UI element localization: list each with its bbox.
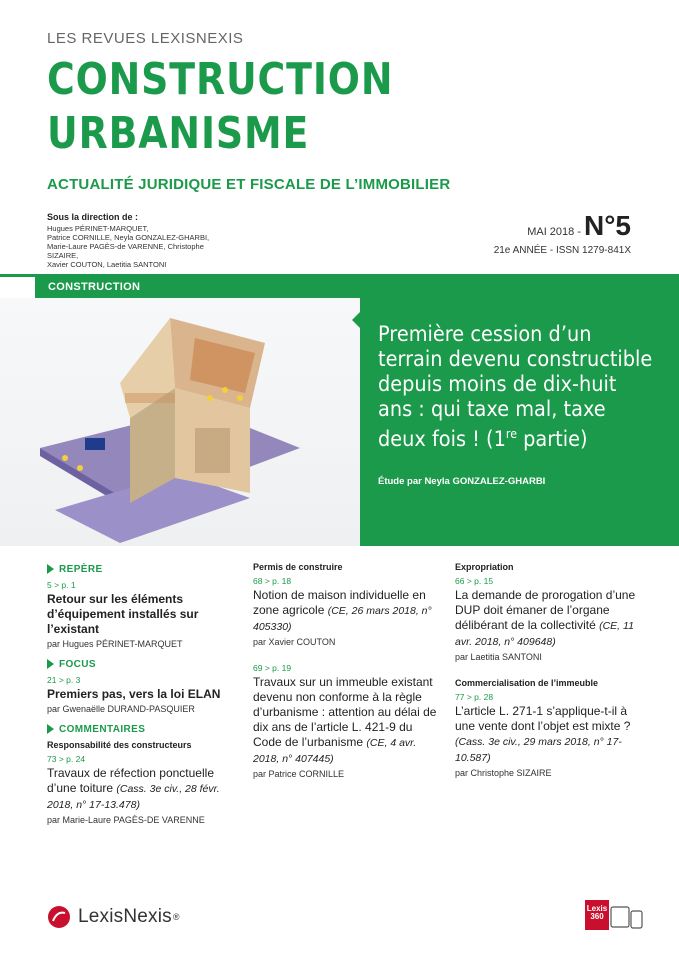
triangle-icon — [47, 724, 54, 734]
column-left — [47, 562, 242, 825]
article-title[interactable]: L’article L. 271-1 s’applique-t-il à une vente dont l’objet est mixte ? (Cass. 3e civ., 29 mars 2018, n° 17-10.587) — [455, 704, 631, 764]
section-tab: CONSTRUCTION — [35, 277, 360, 298]
series-label: LES REVUES LEXISNEXIS — [47, 30, 244, 47]
article-author: par Hugues PÉRINET-MARQUET — [47, 639, 183, 649]
feature-ref: 6 > p. 9 — [378, 300, 412, 311]
cover-photo — [0, 298, 360, 546]
feature-byline: Étude par Neyla GONZALEZ-GHARBI — [378, 476, 546, 487]
article-title[interactable]: Travaux de réfection ponctuelle d’une toiture (Cass. 3e civ., 28 févr. 2018, n° 17-13.478) — [47, 766, 220, 811]
journal-title-line2: URBANISME — [47, 108, 310, 159]
article-ref: 68 > p. 18 — [253, 576, 292, 586]
article-category: Expropriation — [455, 562, 514, 572]
direction-name-line: Patrice CORNILLE, Neyla GONZALEZ-GHARBI, — [47, 233, 210, 242]
feature-notch — [352, 312, 360, 328]
article-title[interactable]: Travaux sur un immeuble existant devenu non conforme à la règle d’urbanisme : attention au délai de dix ans de l’article L. 421-9 du Code de l’urbanisme (CE, 4 avr. 2018, n° 407445) — [253, 675, 437, 765]
issue-info — [527, 210, 631, 242]
devices-icon — [610, 905, 644, 931]
article-ref: 73 > p. 24 — [47, 754, 86, 764]
direction-names — [47, 224, 237, 269]
rubric-repere: REPÈRE — [47, 562, 242, 576]
article-author: par Laetitia SANTONI — [455, 652, 542, 662]
direction-name-line: Marie-Laure PAGÈS-de VARENNE, Christophe SIZAIRE, — [47, 242, 204, 260]
article-category: Responsabilité des constructeurs — [47, 740, 192, 750]
feature-panel — [360, 277, 679, 546]
lexis360-badge: Lexis 360 — [585, 900, 609, 930]
article-ref: 69 > p. 19 — [253, 663, 292, 673]
journal-title-line1: CONSTRUCTION — [47, 54, 394, 105]
direction-name-line: Hugues PÉRINET-MARQUET, — [47, 224, 149, 233]
direction-label: Sous la direction de : — [47, 212, 139, 222]
article-title[interactable]: Premiers pas, vers la loi ELAN — [47, 687, 221, 701]
article-ref: 66 > p. 15 — [455, 576, 494, 586]
euro-house-illustration — [0, 298, 360, 546]
rubric-focus: FOCUS — [47, 657, 242, 671]
lexisnexis-logo: LexisNexis ® — [47, 905, 180, 929]
article-author: par Marie-Laure PAGÈS-DE VARENNE — [47, 815, 205, 825]
column-middle — [253, 562, 443, 779]
article-title[interactable]: Notion de maison individuelle en zone agricole (CE, 26 mars 2018, n° 405330) — [253, 588, 432, 633]
rubric-commentaires: COMMENTAIRES — [47, 722, 242, 736]
direction-name-line: Xavier COUTON, Laetitia SANTONI — [47, 260, 167, 269]
issue-date: MAI 2018 - — [527, 226, 581, 238]
year-issn: 21e ANNÉE - ISSN 1279-841X — [493, 245, 631, 256]
issue-number: N°5 — [584, 210, 631, 241]
article-author: par Patrice CORNILLE — [253, 769, 345, 779]
feature-headline[interactable]: Première cession d’un terrain devenu constructible depuis moins de dix-huit ans : qui taxe mal, taxe deux fois ! (1re partie) — [378, 322, 653, 451]
triangle-icon — [47, 659, 54, 669]
article-ref: 21 > p. 3 — [47, 675, 81, 685]
article-author: par Gwenaëlle DURAND-PASQUIER — [47, 704, 195, 714]
article-title[interactable]: La demande de prorogation d’une DUP doit émaner de l’organe délibérant de la collectivité (CE, 11 avr. 2018, n° 409648) — [455, 588, 636, 648]
article-title[interactable]: Retour sur les éléments d’équipement installés sur l’existant — [47, 592, 199, 636]
journal-subtitle: ACTUALITÉ JURIDIQUE ET FISCALE DE L’IMMOBILIER — [47, 176, 451, 193]
article-author: par Xavier COUTON — [253, 637, 336, 647]
article-category: Permis de construire — [253, 562, 343, 572]
column-right — [455, 562, 645, 778]
article-category: Commercialisation de l’immeuble — [455, 678, 599, 688]
lexisnexis-mark-icon — [47, 905, 71, 929]
triangle-icon — [47, 564, 54, 574]
article-ref: 77 > p. 28 — [455, 692, 494, 702]
article-ref: 5 > p. 1 — [47, 580, 76, 590]
article-author: par Christophe SIZAIRE — [455, 768, 552, 778]
